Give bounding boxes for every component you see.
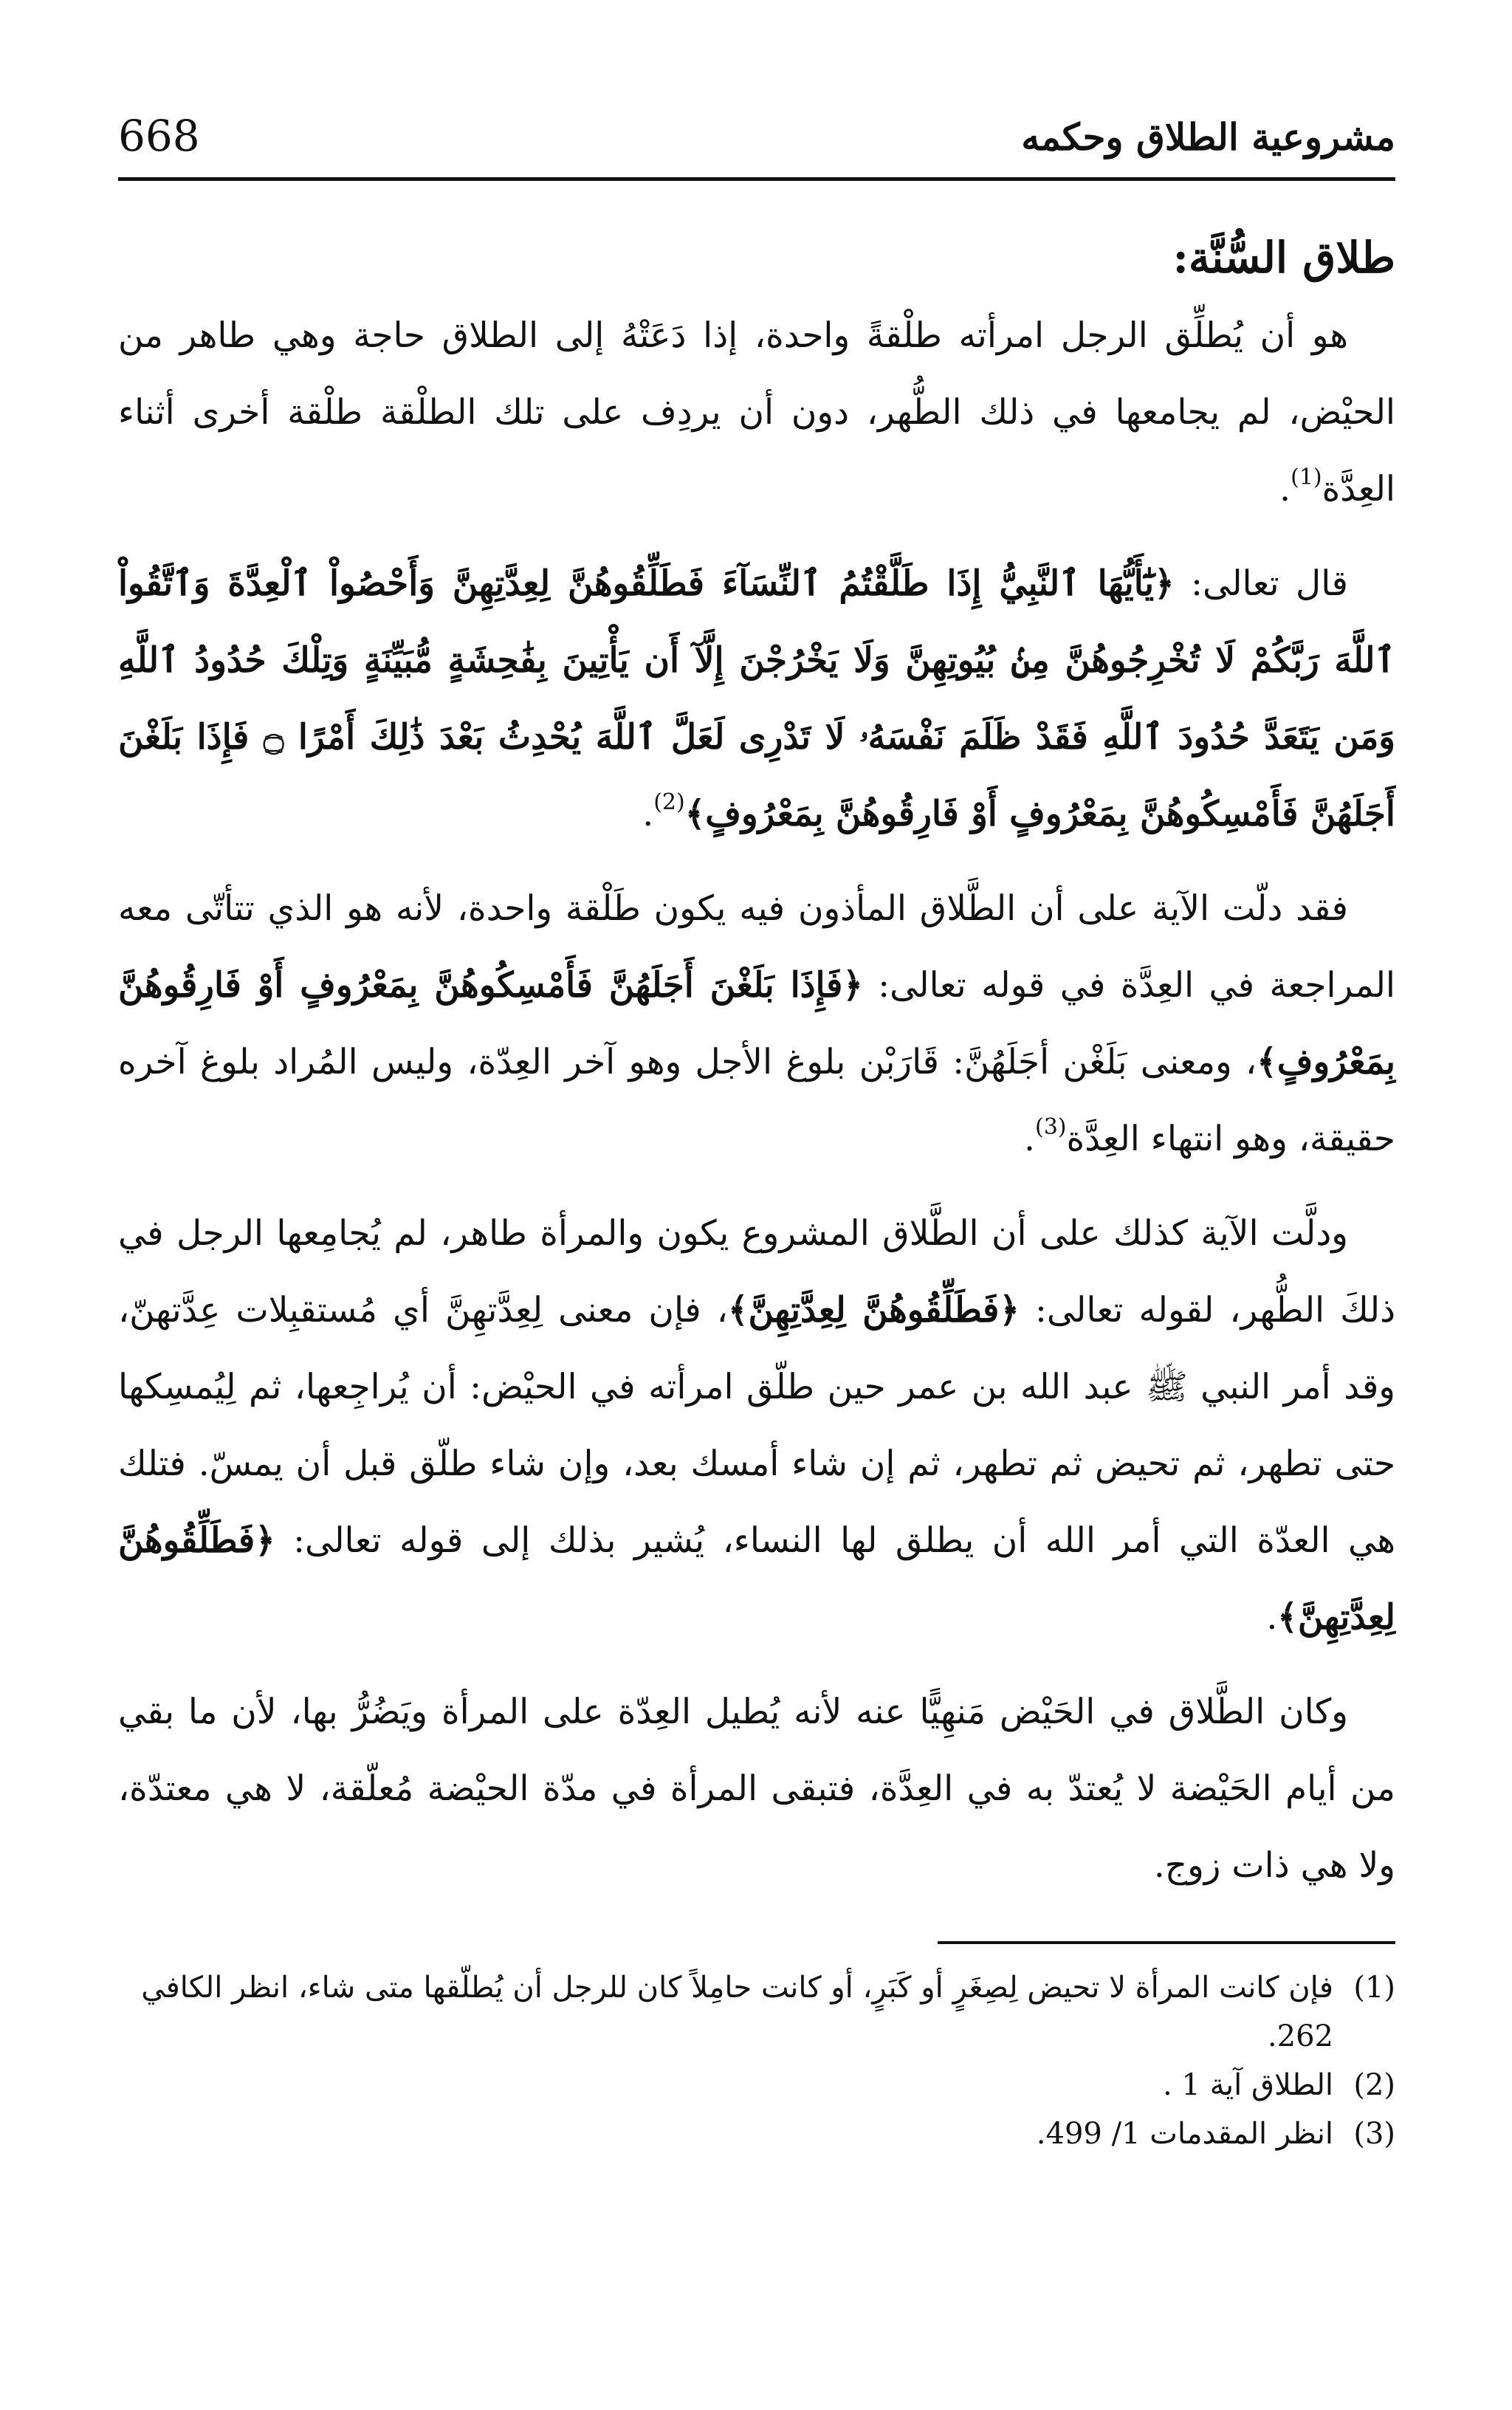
quran-verse: فَطَلِّقُوهُنَّ لِعِدَّتِهِنَّ — [748, 1290, 1000, 1331]
footnote-text: الطلاق آية 1 . — [1162, 2068, 1333, 2102]
page-number: 668 — [118, 111, 200, 161]
quran-close-bracket: ﴾ — [1257, 1042, 1277, 1082]
paragraph-explanation: فقد دلّت الآية على أن الطَّلاق المأذون فيه يكون طَلْقة واحدة، لأنه هو الذي تتأتّى معه المراجعة في العِدَّة في قوله تعالى: ﴿فَإِذَا بَلَغْنَ أَجَلَهُنَّ فَأَمْسِكُوهُنَّ بِمَعْرُوفٍ أَوْ فَارِقُوهُنَّ بِمَعْرُوفٍ﴾، ومعنى بَلَغْن أجَلَهُنَّ: قَارَبْن بلوغ الأجل وهو آخر العِدّة، وليس المُراد بلوغ آخره حقيقة، وهو انتهاء العِدَّة$^{(3)}$. — [118, 888, 1395, 1159]
book-page — [118, 103, 1395, 2348]
quran-verse: فَإِذَا بَلَغْنَ أَجَلَهُنَّ فَأَمْسِكُوهُنَّ بِمَعْرُوفٍ أَوْ فَارِقُوهُنَّ بِمَعْرُوفٍ — [118, 965, 1395, 1082]
quran-verse: يَٰٓأَيُّهَا ٱلنَّبِيُّ إِذَا طَلَّقْتُمُ ٱلنِّسَآءَ فَطَلِّقُوهُنَّ لِعِدَّتِهِنَّ وَأَحْصُواْ ٱلْعِدَّةَ وَٱتَّقُواْ ٱللَّهَ رَبَّكُمْ لَا تُخْرِجُوهُنَّ مِنۢ بُيُوتِهِنَّ وَلَا يَخْرُجْنَ إِلَّآ أَن يَأْتِينَ بِفَٰحِشَةٍ مُّبَيِّنَةٍ وَتِلْكَ حُدُودُ ٱللَّهِ وَمَن يَتَعَدَّ حُدُودَ ٱللَّهِ فَقَدْ ظَلَمَ نَفْسَهُۥ لَا تَدْرِى لَعَلَّ ٱللَّهَ يُحْدِثُ بَعْدَ ذَٰلِكَ أَمْرًا ۝ فَإِذَا بَلَغْنَ أَجَلَهُنَّ فَأَمْسِكُوهُنَّ بِمَعْرُوفٍ أَوْ فَارِقُوهُنَّ بِمَعْرُوفٍ — [118, 563, 1396, 834]
quran-close-bracket: ﴾ — [1277, 1597, 1298, 1638]
quran-open-bracket: ﴿ — [1154, 563, 1175, 604]
paragraph-text: هو أن يُطلِّق الرجل امرأته طلْقةً واحدة، إذا دَعَتْهُ إلى الطلاق حاجة وهي طاهر من الحيْض، لم يجامعها في ذلك الطُّهر، دون أن يردِف على تلك الطلْقة طلْقة أخرى أثناء العِدَّة — [118, 315, 1395, 509]
footnotes — [118, 1963, 1395, 2158]
quran-verse: فَطَلِّقُوهُنَّ لِعِدَّتِهِنَّ — [118, 1520, 1395, 1638]
paragraph-text: قال تعالى: — [1174, 563, 1348, 604]
footnote-1 — [118, 1963, 1395, 2061]
paragraph-definition: هو أن يُطلِّق الرجل امرأته طلْقةً واحدة، إذا دَعَتْهُ إلى الطلاق حاجة وهي طاهر من الحيْض، لم يجامعها في ذلك الطُّهر، دون أن يردِف على تلك الطلْقة طلْقة أخرى أثناء العِدَّة$^{(1)}$. — [118, 315, 1395, 509]
paragraph-text: ودلَّت الآية كذلك على أن الطَّلاق المشروع يكون والمرأة طاهر، لم يُجامِعها الرجل في ذلكَ الطُّهر، لقوله تعالى: — [118, 1213, 1395, 1331]
running-title: مشروعية الطلاق وحكمه — [1021, 115, 1395, 159]
quran-open-bracket: ﴿ — [255, 1520, 275, 1561]
footnote-3 — [118, 2109, 1395, 2158]
footnote-ref-2[interactable]: (2) — [653, 789, 685, 815]
quran-close-bracket: ﴾ — [684, 794, 706, 834]
section-heading: طلاق السُّنَّة: — [1172, 233, 1395, 283]
quran-open-bracket: ﴿ — [842, 965, 863, 1006]
footnote-text: فإن كانت المرأة لا تحيض لِصِغَرٍ أو كَبَرٍ، أو كانت حامِلاً كان للرجل أن يُطلّقها متى شاء، انظر الكافي 262. — [141, 1971, 1333, 2053]
footnote-number: (3) — [1353, 2117, 1395, 2151]
footnote-text: انظر المقدمات 1/ 499. — [1036, 2117, 1333, 2151]
quran-close-bracket: ﴾ — [727, 1290, 749, 1331]
quran-open-bracket: ﴿ — [999, 1290, 1020, 1331]
footnote-number: (2) — [1353, 2068, 1395, 2102]
page-header — [118, 103, 1395, 181]
paragraph-text: ، ومعنى بَلَغْن أجَلَهُنَّ: قَارَبْن بلوغ الأجل وهو آخر العِدّة، وليس المُراد بلوغ آخره حقيقة، وهو انتهاء العِدَّة — [118, 1042, 1395, 1159]
paragraph-verse: قال تعالى: ﴿يَٰٓأَيُّهَا ٱلنَّبِيُّ إِذَا طَلَّقْتُمُ ٱلنِّسَآءَ فَطَلِّقُوهُنَّ لِعِدَّتِهِنَّ وَأَحْصُواْ ٱلْعِدَّةَ وَٱتَّقُواْ ٱللَّهَ رَبَّكُمْ لَا تُخْرِجُوهُنَّ مِنۢ بُيُوتِهِنَّ وَلَا يَخْرُجْنَ إِلَّآ أَن يَأْتِينَ بِفَٰحِشَةٍ مُّبَيِّنَةٍ وَتِلْكَ حُدُودُ ٱللَّهِ وَمَن يَتَعَدَّ حُدُودَ ٱللَّهِ فَقَدْ ظَلَمَ نَفْسَهُۥ لَا تَدْرِى لَعَلَّ ٱللَّهَ يُحْدِثُ بَعْدَ ذَٰلِكَ أَمْرًا ۝ فَإِذَا بَلَغْنَ أَجَلَهُنَّ فَأَمْسِكُوهُنَّ بِمَعْرُوفٍ أَوْ فَارِقُوهُنَّ بِمَعْرُوفٍ﴾$^{(2)}$. — [118, 563, 1396, 834]
footnote-ref-1[interactable]: (1) — [1291, 464, 1322, 490]
paragraph-menstruation — [118, 1674, 1395, 1904]
footnote-separator — [938, 1941, 1395, 1944]
footnote-number: (1) — [1353, 1971, 1395, 2005]
paragraph-text: فقد دلّت الآية على أن الطَّلاق المأذون فيه يكون طَلْقة واحدة، لأنه هو الذي تتأتّى معه المراجعة في العِدَّة في قوله تعالى: — [118, 888, 1395, 1006]
footnote-ref-3[interactable]: (3) — [1034, 1114, 1067, 1140]
paragraph-text: ، فإن معنى لِعِدَّتهِنَّ أي مُستقبِلات عِدَّتهنّ، وقد أمر النبي ﷺ عبد الله بن عمر حين طلّق امرأته في الحيْض: أن يُراجِعها، ثم لِيُمسِكها حتى تطهر، ثم تحيض ثم تطهر، ثم إن شاء أمسك بعد، وإن شاء طلّق قبل أن يمسّ. فتلك هي العدّة التي أمر الله أن يطلق لها النساء، يُشير بذلك إلى قوله تعالى: — [118, 1290, 1395, 1561]
footnote-2 — [118, 2061, 1395, 2109]
paragraph-text: وكان الطَّلاق في الحَيْض مَنهِيًّا عنه لأنه يُطيل العِدّة على المرأة ويَضُرُّ بها، لأن ما بقي من أيام الحَيْضة لا يُعتدّ به في العِدَّة، فتبقى المرأة في مدّة الحيْضة مُعلّقة، لا هي معتدّة، ولا هي ذات زوج. — [118, 1692, 1395, 1886]
paragraph-purity: ودلَّت الآية كذلك على أن الطَّلاق المشروع يكون والمرأة طاهر، لم يُجامِعها الرجل في ذلكَ الطُّهر، لقوله تعالى: ﴿فَطَلِّقُوهُنَّ لِعِدَّتِهِنَّ﴾، فإن معنى لِعِدَّتهِنَّ أي مُستقبِلات عِدَّتهنّ، وقد أمر النبي ﷺ عبد الله بن عمر حين طلّق امرأته في الحيْض: أن يُراجِعها، ثم لِيُمسِكها حتى تطهر، ثم تحيض ثم تطهر، ثم إن شاء أمسك بعد، وإن شاء طلّق قبل أن يمسّ. فتلك هي العدّة التي أمر الله أن يطلق لها النساء، يُشير بذلك إلى قوله تعالى: ﴿فَطَلِّقُوهُنَّ لِعِدَّتِهِنَّ﴾. — [118, 1213, 1395, 1638]
